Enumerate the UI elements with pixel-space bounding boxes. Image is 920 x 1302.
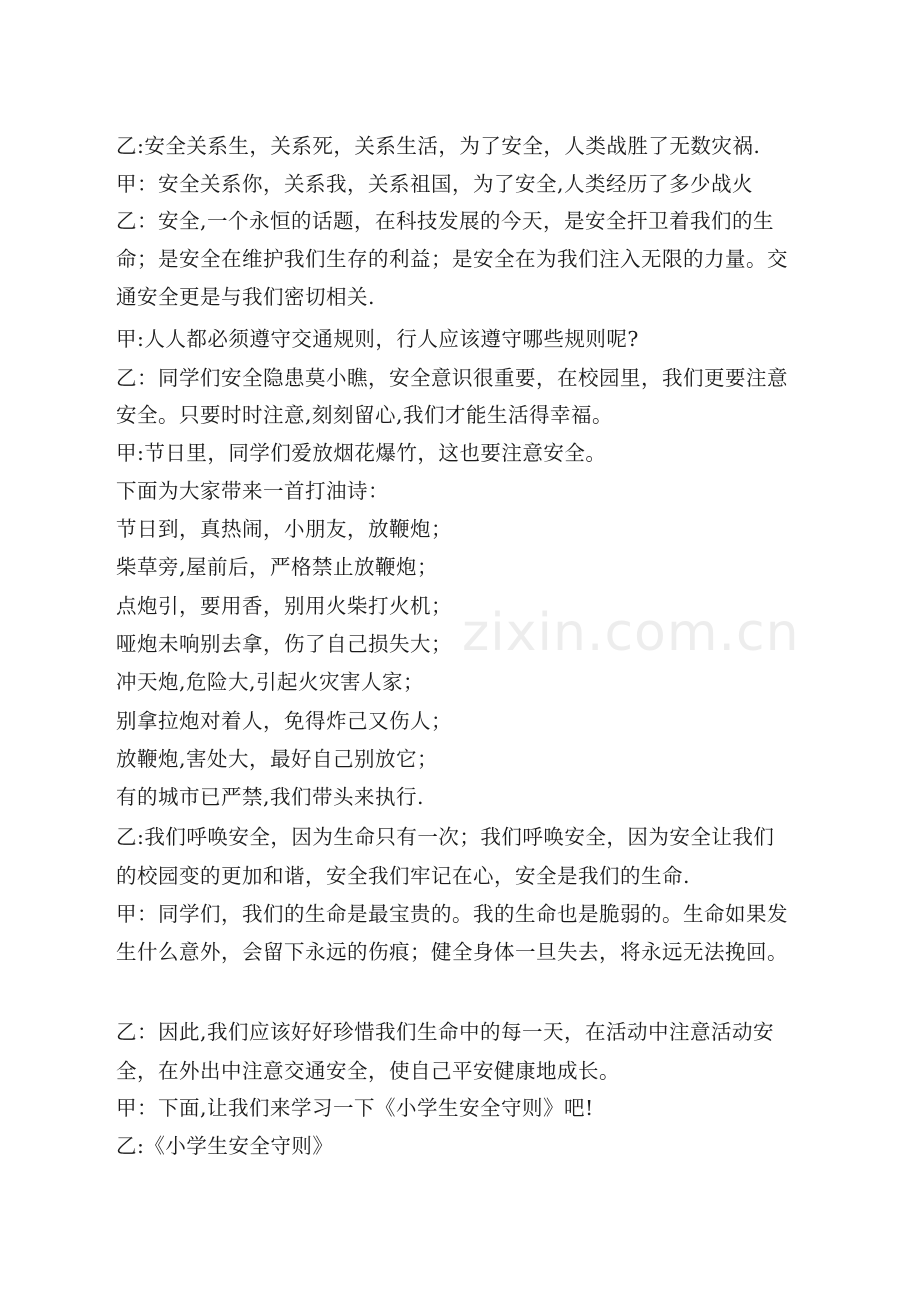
text-line: 甲：安全关系你，关系我，关系祖国，为了安全,人类经历了多少战火 xyxy=(116,172,754,196)
watermark: zixin.com.cn xyxy=(462,603,800,663)
text-line: 乙:安全关系生，关系死，关系生活，为了安全，人类战胜了无数灾祸. xyxy=(116,134,761,158)
text-line: 乙：因此,我们应该好好珍惜我们生命中的每一天，在活动中注意活动安 xyxy=(116,1020,775,1044)
text-line: 命；是安全在维护我们生存的利益；是安全在为我们注入无限的力量。交 xyxy=(116,247,788,271)
text-line: 甲:节日里，同学们爱放烟花爆竹，这也要注意安全。 xyxy=(116,441,607,465)
text-line: 点炮引，要用香，别用火柴打火机； xyxy=(116,594,452,618)
text-line: 柴草旁,屋前后，严格禁止放鞭炮； xyxy=(116,555,439,579)
text-line: 乙：安全,一个永恒的话题，在科技发展的今天，是安全扞卫着我们的生 xyxy=(116,209,775,233)
text-line: 节日到，真热闹，小朋友，放鞭炮； xyxy=(116,517,452,541)
text-line: 的校园变的更加和谐，安全我们牢记在心，安全是我们的生命. xyxy=(116,864,691,888)
text-line: 别拿拉炮对着人，免得炸己又伤人； xyxy=(116,709,452,733)
text-line: 哑炮未响别去拿，伤了自己损失大； xyxy=(116,632,452,656)
text-line: 生什么意外，会留下永远的伤痕；健全身体一旦失去，将永远无法挽回。 xyxy=(116,940,788,964)
text-line: 冲天炮,危险大,引起火灾害人家； xyxy=(116,670,425,694)
text-line: 全，在外出中注意交通安全，使自己平安健康地成长。 xyxy=(116,1059,620,1083)
text-line: 通安全更是与我们密切相关. xyxy=(116,285,376,309)
text-line: 乙:我们呼唤安全，因为生命只有一次；我们呼唤安全，因为安全让我们 xyxy=(116,825,775,849)
text-line: 有的城市已严禁,我们带头来执行. xyxy=(116,785,425,809)
text-line: 安全。只要时时注意,刻刻留心,我们才能生活得幸福。 xyxy=(116,403,614,427)
text-line: 甲：同学们，我们的生命是最宝贵的。我的生命也是脆弱的。生命如果发 xyxy=(116,902,788,926)
text-line: 放鞭炮,害处大，最好自己别放它； xyxy=(116,747,439,771)
text-line: 下面为大家带来一首打油诗： xyxy=(116,479,389,503)
text-line: 乙:《小学生安全守则》 xyxy=(116,1134,334,1158)
text-line: 甲：下面,让我们来学习一下《小学生安全守则》吧! xyxy=(116,1096,594,1120)
text-line: 乙：同学们安全隐患莫小瞧，安全意识很重要，在校园里，我们更要注意 xyxy=(116,366,788,390)
text-line: 甲:人人都必须遵守交通规则，行人应该遵守哪些规则呢? xyxy=(116,327,639,351)
